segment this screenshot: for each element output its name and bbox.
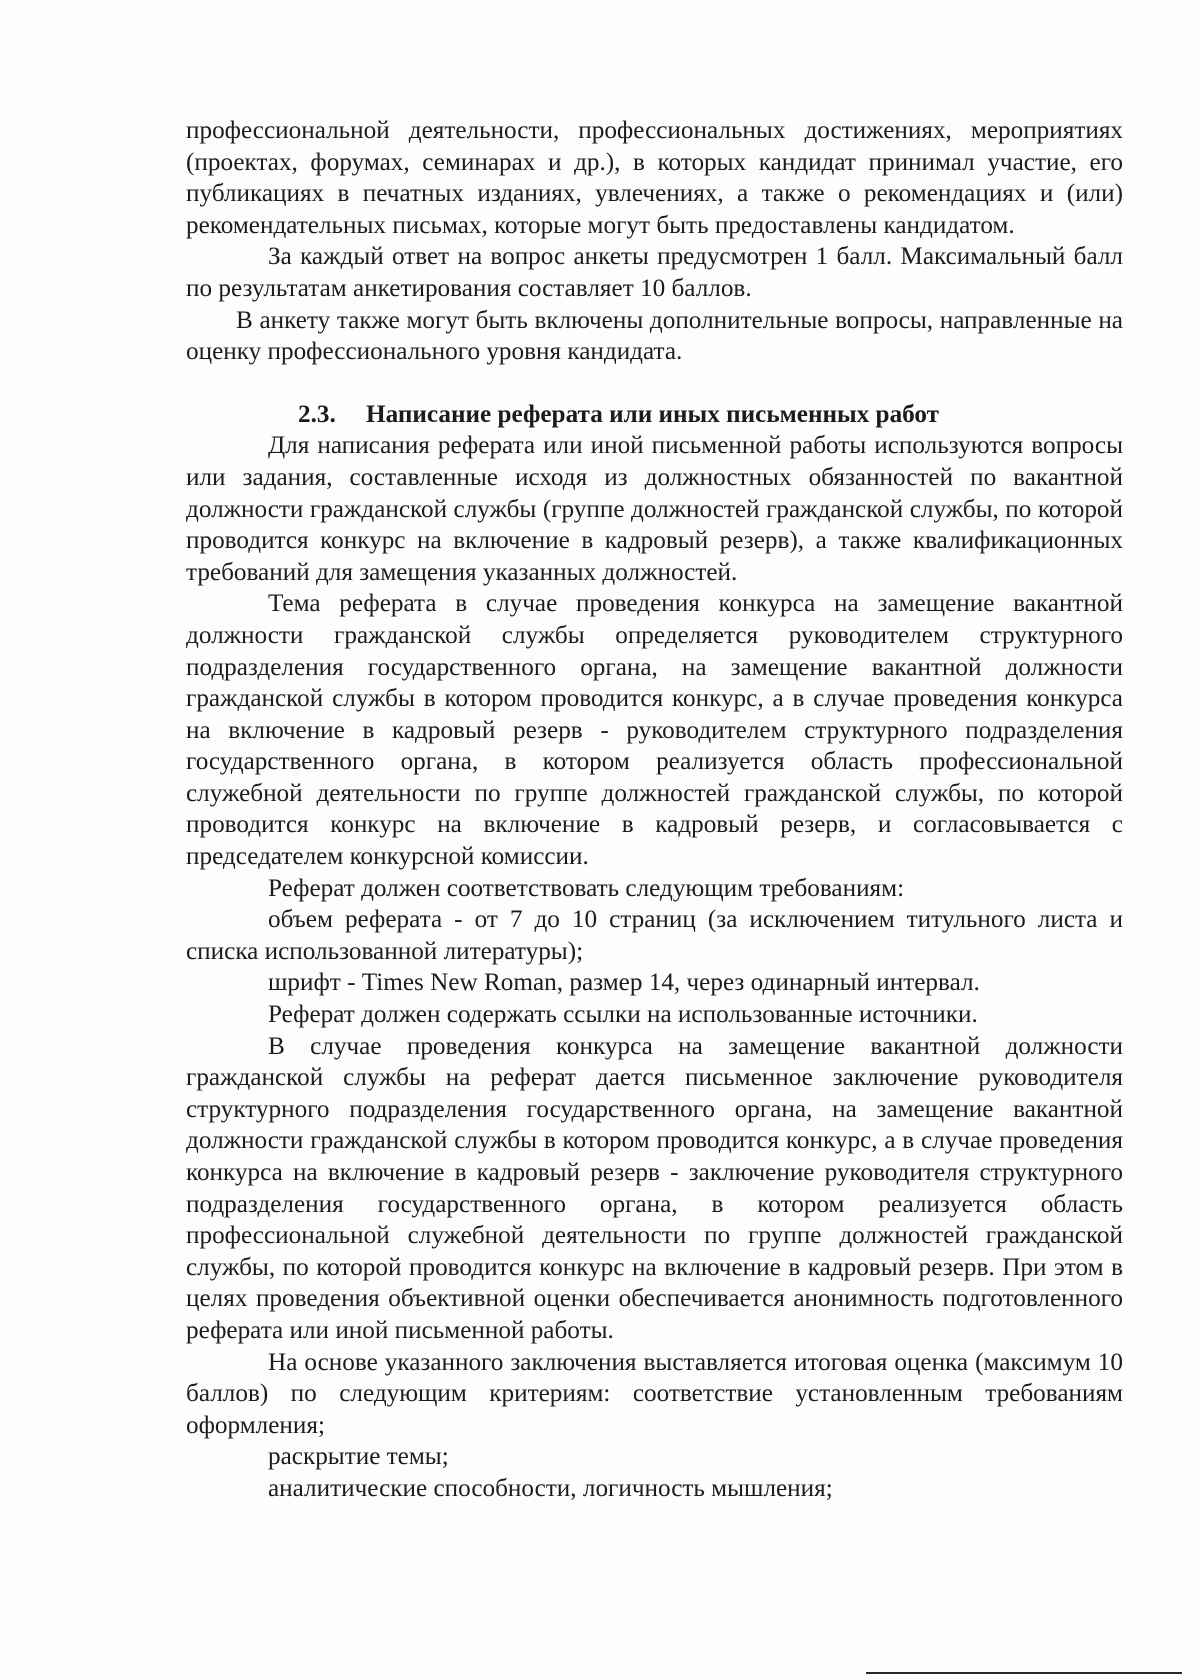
- paragraph-volume-requirement: объем реферата - от 7 до 10 страниц (за исключением титульного листа и списка использованной литературы);: [186, 906, 1123, 965]
- paragraph-requirements-intro: Реферат должен соответствовать следующим требованиям:: [268, 874, 905, 902]
- spacer: [186, 368, 1123, 399]
- paragraph-font-requirement: шрифт - Times New Roman, размер 14, через одинарный интервал.: [268, 969, 980, 997]
- paragraph-tasks-source: Для написания реферата или иной письменной работы используются вопросы или задания, составленные исходя из должностных обязанностей по вакантной должности гражданской службы (группе должностей гражданской службы, по которой проводится конкурс на включение в кадровый резерв), а также квалификационных требований для замещения указанных должностей.: [186, 432, 1123, 586]
- paragraph-score-per-answer: За каждый ответ на вопрос анкеты предусмотрен 1 балл. Максимальный балл по результатам анкетирования составляет 10 баллов.: [186, 243, 1123, 302]
- list-item-topic-coverage: раскрытие темы;: [268, 1443, 449, 1471]
- paragraph-written-conclusion: В случае проведения конкурса на замещение вакантной должности гражданской службы на реферат дается письменное заключение руководителя структурного подразделения государственного органа, на замещение вакантной должности гражданской службы в котором проводится конкурс, а в случае проведения конкурса на включение в кадровый резерв - заключение руководителя структурного подразделения государственного органа, в котором реализуется область профессиональной служебной деятельности по группе должностей гражданской службы, по которой проводится конкурс на включение в кадровый резерв. При этом в целях проведения объективной оценки обеспечивается анонимность подготовленного реферата или иной письменной работы.: [186, 1032, 1123, 1344]
- footer-rule: [866, 1672, 1182, 1674]
- list-item-analytical-skills: аналитические способности, логичность мышления;: [268, 1474, 833, 1502]
- paragraph-additional-questions: В анкету также могут быть включены дополнительные вопросы, направленные на оценку профессионального уровня кандидата.: [186, 306, 1123, 366]
- document-body: [186, 115, 1123, 1505]
- paragraph-final-score: На основе указанного заключения выставляется итоговая оценка (максимум 10 баллов) по следующим критериям: соответствие установленным требованиям оформления;: [186, 1348, 1123, 1439]
- section-title: Написание реферата или иных письменных работ: [366, 400, 940, 428]
- paragraph-continuation: профессиональной деятельности, профессиональных достижениях, мероприятиях (проектах, форумах, семинарах и др.), в которых кандидат принимал участие, его публикациях в печатных изданиях, увлечениях, а также о рекомендациях и (или) рекомендательных письмах, которые могут быть предоставлены кандидатом.: [186, 117, 1123, 239]
- paragraph-references-requirement: Реферат должен содержать ссылки на использованные источники.: [268, 1001, 978, 1029]
- paragraph-topic-definition: Тема реферата в случае проведения конкурса на замещение вакантной должности гражданской службы определяется руководителем структурного подразделения государственного органа, на замещение вакантной должности гражданской службы в котором проводится конкурс, а в случае проведения конкурса на включение в кадровый резерв - руководителем структурного подразделения государственного органа, в котором реализуется область профессиональной служебной деятельности по группе должностей гражданской службы, по которой проводится конкурс на включение в кадровый резерв, и согласовывается с председателем конкурсной комиссии.: [186, 590, 1123, 871]
- section-number: 2.3.: [298, 400, 336, 428]
- section-heading: [186, 399, 1123, 431]
